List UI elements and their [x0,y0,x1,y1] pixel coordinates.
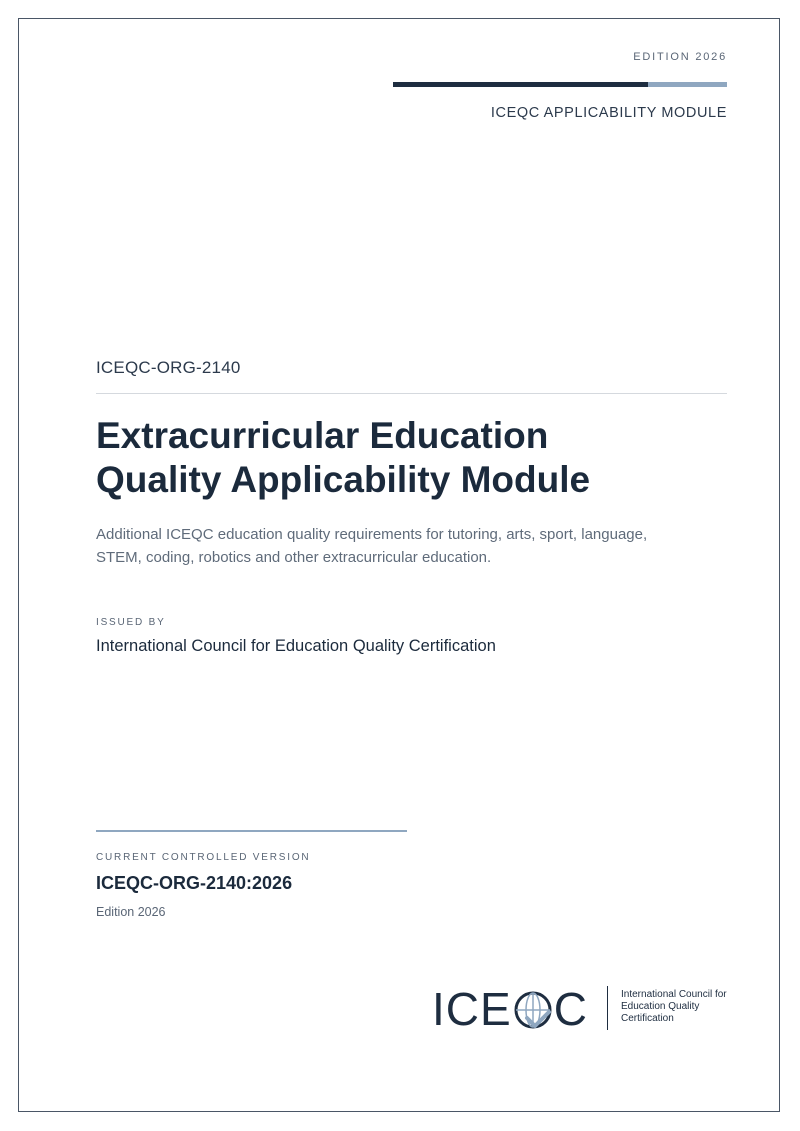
globe-check-icon [513,990,553,1030]
document-title [96,414,736,502]
subtitle-line-2: STEM, coding, robotics and other extracurricular education. [96,549,492,566]
title-line-2: Quality Applicability Module [96,459,591,500]
issuer-name: International Council for Education Quality Certification [96,637,496,655]
issued-by-label: ISSUED BY [96,617,166,628]
title-line-1: Extracurricular Education [96,415,549,456]
version-code: ICEQC-ORG-2140:2026 [96,873,293,893]
module-label: ICEQC APPLICABILITY MODULE [490,105,727,121]
header-bar-light [648,82,727,87]
logo-text-line-3: Certification [621,1013,674,1024]
subtitle-line-1: Additional ICEQC education quality requirements for tutoring, arts, sport, language, [96,526,648,543]
version-label: CURRENT CONTROLLED VERSION [96,852,311,863]
edition-header: EDITION 2026 [633,51,727,63]
version-edition: Edition 2026 [96,905,166,919]
iceqc-logo [432,982,732,1036]
logo-separator [607,986,608,1030]
logo-letters-right: C [553,983,588,1035]
header-bar-dark [393,82,648,87]
document-code: ICEQC-ORG-2140 [96,358,241,377]
document-subtitle [96,523,696,569]
logo-wordmark [432,982,588,1036]
divider [96,393,727,394]
logo-text-line-1: International Council for [621,989,727,1000]
logo-letters-left: ICE [432,983,512,1035]
logo-text [621,989,741,1025]
accent-divider [96,830,407,832]
logo-text-line-2: Education Quality [621,1001,700,1012]
